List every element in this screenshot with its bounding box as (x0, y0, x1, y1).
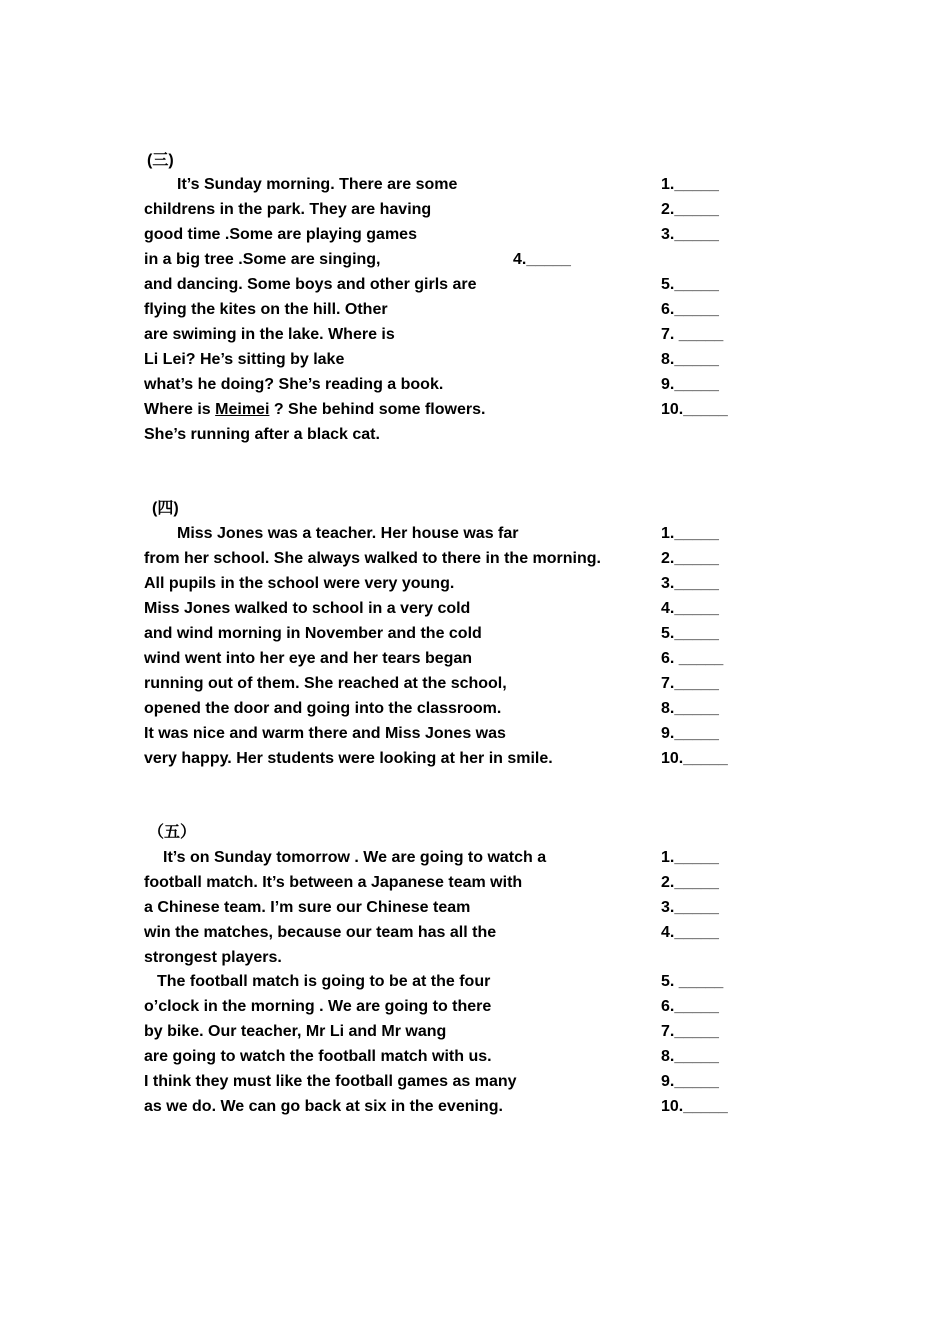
passage-line: o’clock in the morning . We are going to there (144, 998, 492, 1015)
passage-line: good time .Some are playing games (144, 226, 417, 243)
line-start: Where is (144, 401, 216, 418)
passage-line: The football match is going to be at the four (157, 973, 491, 990)
passage-line: flying the kites on the hill. Other (144, 301, 388, 318)
passage-line: It’s Sunday morning. There are some (177, 176, 458, 193)
passage-line: in a big tree .Some are singing, (144, 251, 381, 268)
passage-line: childrens in the park. They are having (144, 201, 432, 218)
answer-blank[interactable]: 6._____ (661, 998, 719, 1015)
passage-line: a Chinese team. I’m sure our Chinese team (144, 899, 471, 916)
passage-line: Miss Jones walked to school in a very cold (144, 600, 471, 617)
line-end: ? She behind some flowers. (269, 401, 486, 418)
passage-line (144, 400, 485, 420)
passage-line: strongest players. (144, 949, 282, 966)
passage-line: very happy. Her students were looking at her in smile. (144, 750, 553, 767)
answer-blank[interactable]: 9._____ (661, 725, 719, 742)
answer-blank[interactable]: 1._____ (661, 176, 719, 193)
passage-line: It’s on Sunday tomorrow . We are going to watch a (163, 849, 547, 866)
passage-line: and wind morning in November and the cold (144, 625, 482, 642)
answer-blank[interactable]: 7._____ (661, 675, 719, 692)
answer-blank[interactable]: 1._____ (661, 525, 719, 542)
answer-blank[interactable]: 6. _____ (661, 650, 724, 667)
answer-blank[interactable]: 7. _____ (661, 326, 724, 343)
answer-blank[interactable]: 10._____ (661, 750, 728, 767)
answer-blank[interactable]: 4._____ (513, 251, 571, 268)
answer-blank[interactable]: 5._____ (661, 276, 719, 293)
passage-line: are swiming in the lake. Where is (144, 326, 395, 343)
passage-line: and dancing. Some boys and other girls are (144, 276, 477, 293)
answer-blank[interactable]: 9._____ (661, 376, 719, 393)
answer-blank[interactable]: 2._____ (661, 550, 719, 567)
passage-line: opened the door and going into the classroom. (144, 700, 502, 717)
section-5-heading: （五） (148, 824, 197, 841)
passage-line: She’s running after a black cat. (144, 426, 380, 443)
answer-blank[interactable]: 8._____ (661, 700, 719, 717)
answer-blank[interactable]: 10._____ (661, 401, 728, 418)
passage-line: what’s he doing? She’s reading a book. (144, 376, 444, 393)
underlined-word: Meimei (215, 401, 270, 418)
passage-line: All pupils in the school were very young. (144, 575, 455, 592)
answer-blank[interactable]: 3._____ (661, 226, 719, 243)
section-3-heading: (三) (147, 152, 174, 169)
answer-blank[interactable]: 4._____ (661, 600, 719, 617)
answer-blank[interactable]: 3._____ (661, 575, 719, 592)
answer-blank[interactable]: 1._____ (661, 849, 719, 866)
answer-blank[interactable]: 5. _____ (661, 973, 724, 990)
passage-line: by bike. Our teacher, Mr Li and Mr wang (144, 1023, 447, 1040)
passage-line: Miss Jones was a teacher. Her house was far (177, 525, 519, 542)
answer-blank[interactable]: 2._____ (661, 874, 719, 891)
answer-blank[interactable]: 7._____ (661, 1023, 719, 1040)
passage-line: I think they must like the football games as many (144, 1073, 517, 1090)
passage-line: as we do. We can go back at six in the evening. (144, 1098, 503, 1115)
answer-blank[interactable]: 3._____ (661, 899, 719, 916)
answer-blank[interactable]: 5._____ (661, 625, 719, 642)
passage-line: Li Lei? He’s sitting by lake (144, 351, 345, 368)
answer-blank[interactable]: 4._____ (661, 924, 719, 941)
answer-blank[interactable]: 6._____ (661, 301, 719, 318)
passage-line: wind went into her eye and her tears began (144, 650, 473, 667)
answer-blank[interactable]: 2._____ (661, 201, 719, 218)
section-4-heading: (四) (152, 500, 179, 517)
passage-line: win the matches, because our team has all the (144, 924, 497, 941)
answer-blank[interactable]: 8._____ (661, 351, 719, 368)
passage-line: It was nice and warm there and Miss Jones was (144, 725, 506, 742)
passage-line: from her school. She always walked to there in the morning. (144, 550, 601, 567)
passage-line: football match. It’s between a Japanese team with (144, 874, 523, 891)
passage-line: running out of them. She reached at the school, (144, 675, 507, 692)
answer-blank[interactable]: 8._____ (661, 1048, 719, 1065)
answer-blank[interactable]: 10._____ (661, 1098, 728, 1115)
answer-blank[interactable]: 9._____ (661, 1073, 719, 1090)
passage-line: are going to watch the football match with us. (144, 1048, 492, 1065)
